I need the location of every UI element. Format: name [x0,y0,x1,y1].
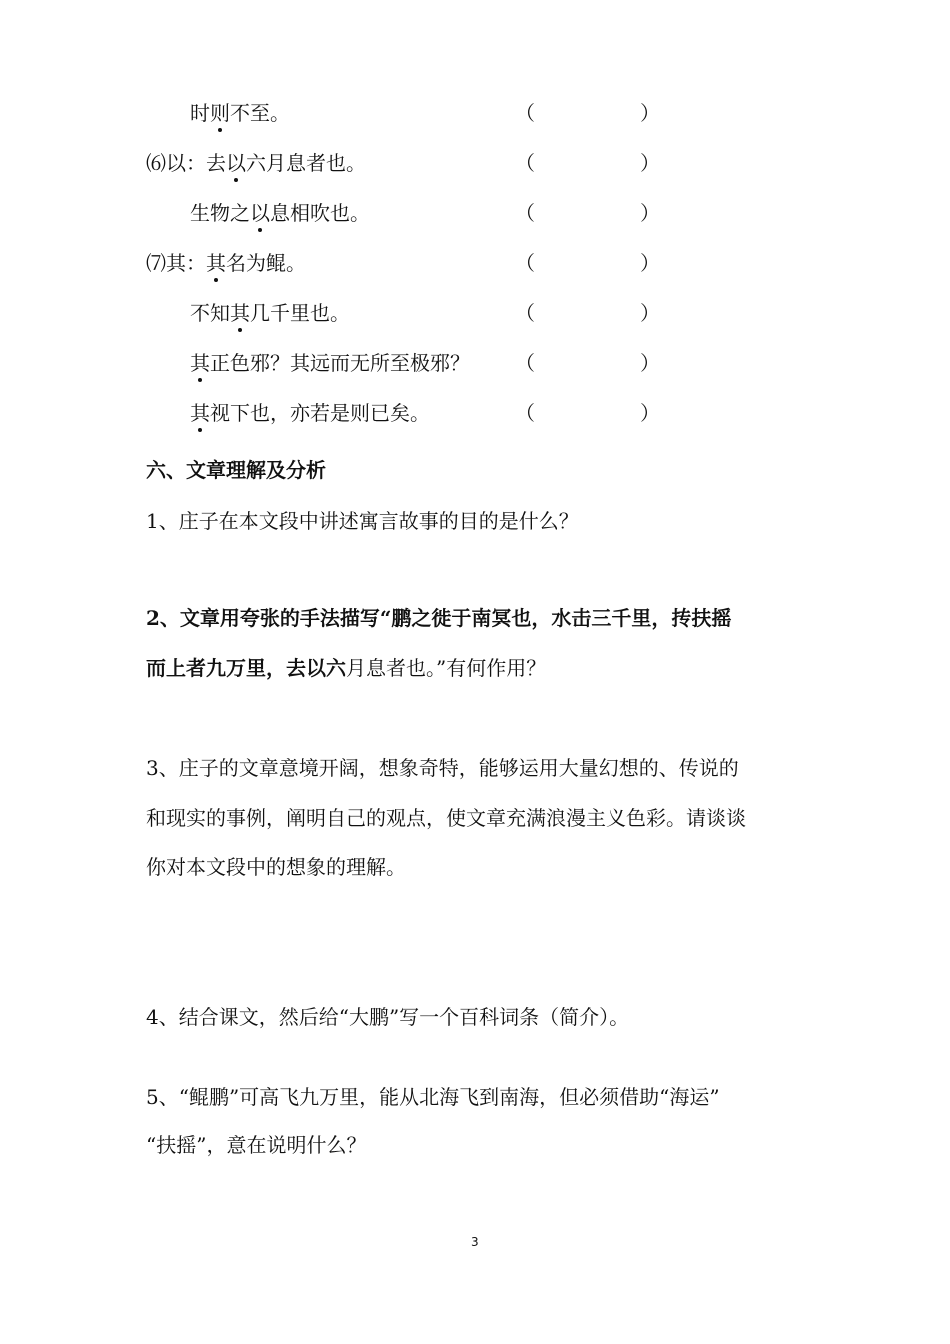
item-text-after: 视下也，亦若是则已矣。 [210,401,430,425]
item-text-after: 几千里也。 [250,301,350,325]
question-2-line-2 [146,654,546,682]
answer-paren-close: ） [640,201,660,225]
emphasized-char: 以 [226,151,246,175]
emphasized-char: 其 [190,401,210,425]
question-3-line-1: 3、庄子的文章意境开阔，想象奇特，能够运用大量幻想的、传说的 [146,756,739,780]
item-text-before: 生物之 [190,201,250,225]
question-5-line-1: 5、“鲲鹏”可高飞九万里，能从北海飞到南海，但必须借助“海运” [146,1085,720,1109]
answer-paren-open: （ [515,201,535,225]
item-row-7 [190,399,430,427]
section-title: 六、文章理解及分析 [146,458,326,482]
answer-paren-close: ） [640,151,660,175]
answer-paren-open: （ [515,401,535,425]
item-text-after: 六月息者也。 [246,151,366,175]
question-1: 1、庄子在本文段中讲述寓言故事的目的是什么？ [146,509,579,533]
answer-paren-open: （ [515,351,535,375]
item-text-after: 名为鲲。 [226,251,306,275]
answer-paren-open: （ [515,151,535,175]
item-row-4 [146,249,306,277]
answer-paren-close: ） [640,301,660,325]
question-2-line-1: 2、文章用夸张的手法描写“鹏之徙于南冥也，水击三千里，抟扶摇 [146,606,732,630]
question-5-line-2: “扶摇”，意在说明什么？ [146,1133,367,1157]
answer-paren-open: （ [515,251,535,275]
item-label: ⑺其： [146,251,206,275]
answer-paren-open: （ [515,301,535,325]
answer-paren-close: ） [640,351,660,375]
emphasized-char: 其 [206,251,226,275]
emphasized-char: 其 [230,301,250,325]
question-3-line-3: 你对本文段中的想象的理解。 [146,855,406,879]
answer-paren-close: ） [640,251,660,275]
item-row-2 [146,149,366,177]
question-2-normal-part: 月息者也。”有何作用？ [346,656,547,680]
answer-paren-close: ） [640,101,660,125]
emphasized-char: 其 [190,351,210,375]
item-text-before: 时 [190,101,210,125]
item-text-after: 不至。 [230,101,290,125]
item-row-6 [190,349,470,377]
item-text-after: 正色邪？其远而无所至极邪？ [210,351,470,375]
item-row-3 [190,199,370,227]
item-text-before: 去 [206,151,226,175]
emphasized-char: 则 [210,101,230,125]
question-4: 4、结合课文，然后给“大鹏”写一个百科词条（简介）。 [146,1005,630,1029]
item-row-5 [190,299,350,327]
answer-paren-open: （ [515,101,535,125]
item-row-1 [190,99,290,127]
item-label: ⑹以： [146,151,206,175]
item-text-before: 不知 [190,301,230,325]
question-2-bold-part: 而上者九万里，去以六 [146,656,346,680]
question-3-line-2: 和现实的事例，阐明自己的观点，使文章充满浪漫主义色彩。请谈谈 [146,806,746,830]
page-number: 3 [471,1235,479,1249]
answer-paren-close: ） [640,401,660,425]
item-text-after: 息相吹也。 [270,201,370,225]
emphasized-char: 以 [250,201,270,225]
